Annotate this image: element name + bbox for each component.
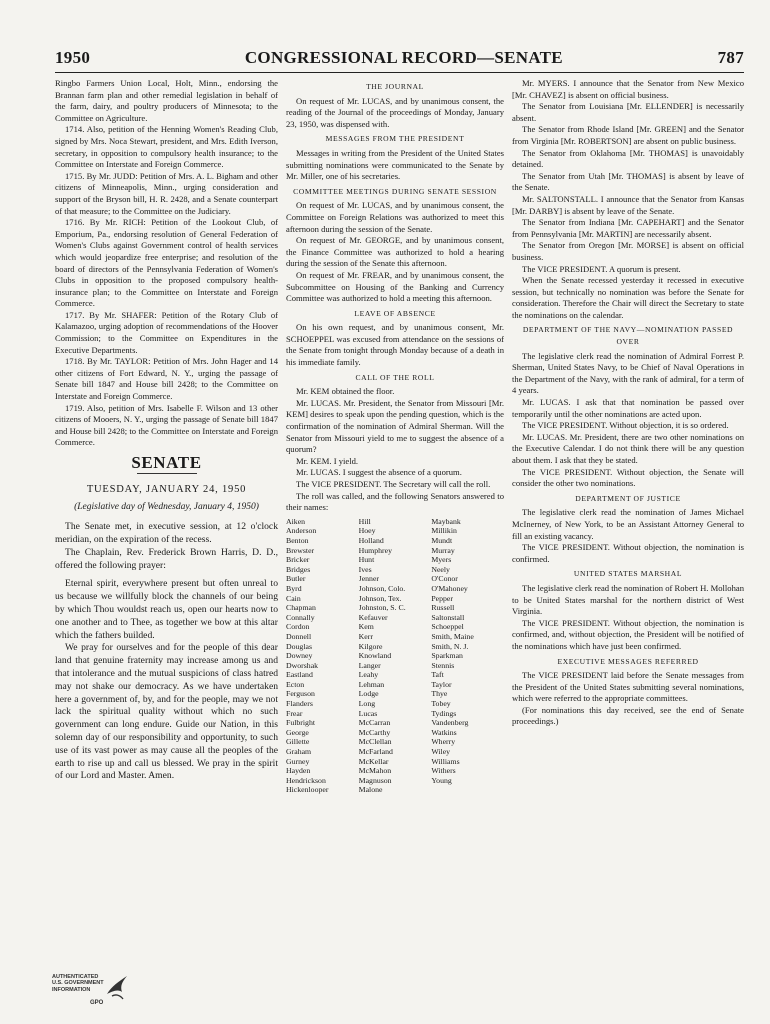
senator-name: George bbox=[286, 727, 309, 737]
opening-paragraph: The Senate met, in executive session, at 12 o'clock meridian, on the expiration of the recess. bbox=[55, 521, 278, 545]
senator-name: Johnston, S. C. bbox=[358, 603, 406, 613]
header-year: 1950 bbox=[55, 48, 91, 67]
senator-name: Knowland bbox=[358, 651, 392, 661]
senator-name: Ecton bbox=[286, 679, 305, 689]
navy-paragraph: The legislative clerk read the nomination of Admiral Forrest P. Sherman, United States Navy, to be Chief of Naval Operations in the Department of the Navy, with the rank of admiral, for a term of 4 years. bbox=[512, 350, 744, 396]
senator-name: Stennis bbox=[431, 660, 455, 670]
roll-call-list bbox=[286, 517, 504, 795]
senator-name: Lehman bbox=[358, 679, 385, 689]
senator-name: Pepper bbox=[431, 593, 453, 603]
senator-name: Gillette bbox=[286, 737, 310, 747]
senator-name: Ives bbox=[358, 564, 372, 574]
roll-paragraph: Mr. LUCAS. I suggest the absence of a quorum. bbox=[296, 467, 462, 478]
senator-name: Neely bbox=[431, 564, 450, 574]
senator-name: Watkins bbox=[431, 727, 457, 737]
senator-name: McMahon bbox=[358, 766, 392, 776]
senator-name: Johnson, Tex. bbox=[358, 593, 402, 603]
executive-paragraph: The VICE PRESIDENT laid before the Senate messages from the President of the United States submitting several nominations, which were referred to the appropriate committees. bbox=[512, 670, 744, 704]
senator-name: Magnuson bbox=[358, 775, 392, 785]
committee-paragraph: On request of Mr. GEORGE, and by unanimous consent, the Finance Committee was authorized to hold a hearing during the session of the Senate this afternoon. bbox=[286, 235, 504, 269]
header-rule bbox=[55, 72, 744, 73]
stamp-line: INFORMATION bbox=[52, 986, 91, 993]
senator-name: O'Conor bbox=[431, 574, 458, 584]
section-heading-leave: LEAVE OF ABSENCE bbox=[354, 308, 436, 318]
petition-paragraph: 1714. Also, petition of the Henning Women's Reading Club, signed by Mrs. Noca Stewart, president, and Mrs. Edith Iverson, secretary, in opposition to compulsory health insurance; to the Committee on Interstate and Foreign Commerce. bbox=[55, 124, 278, 170]
column-middle bbox=[286, 78, 504, 795]
prayer-paragraph: We pray for ourselves and for the people of this dear land that genuine fraternity may increase among us and that intolerance and the mutual suspicions of class hatred may not shake our democracy. As we have undertaken here a government of, by, and for the people, may we not lack the spiritual quality without which no such government can long endure. Guide our Nation, in this solemn day of our responsibility and opportunity, to such use of its vast power as may cause all the peoples of the earth to rise up and call us blessed. We pray in the spirit of our Lord and Master. Amen. bbox=[55, 642, 278, 782]
senator-name: Russell bbox=[431, 603, 455, 613]
senator-name: Brewster bbox=[286, 545, 315, 555]
senator-name: Vandenberg bbox=[431, 718, 469, 728]
navy-paragraph: Mr. LUCAS. I ask that that nomination be passed over temporarily until the other nominations are acted upon. bbox=[512, 397, 744, 419]
petition-paragraph: 1718. By Mr. TAYLOR: Petition of Mrs. John Hager and 14 other citizens of Fort Edward, N. Y., urging the passage of Senate bill 1847 and House bill 2428; to the Committee on Interstate and Foreign Commerce. bbox=[55, 356, 278, 402]
journal-paragraph: On request of Mr. LUCAS, and by unanimous consent, the reading of the Journal of the proceedings of Monday, January 23, 1950, was dispensed with. bbox=[286, 95, 504, 129]
senator-name: Mundt bbox=[431, 535, 453, 545]
header-title: CONGRESSIONAL RECORD—SENATE bbox=[244, 48, 563, 67]
senator-name: Langer bbox=[358, 660, 381, 670]
executive-paragraph: (For nominations this day received, see the end of Senate proceedings.) bbox=[512, 704, 744, 727]
senator-name: Williams bbox=[431, 756, 460, 766]
senator-name: Murray bbox=[431, 545, 455, 555]
navy-paragraph: The VICE PRESIDENT. Without objection, the Senate will consider the other two nominations. bbox=[512, 466, 744, 489]
stamp-line: U.S. GOVERNMENT bbox=[52, 980, 104, 987]
stamp-gpo-label: GPO bbox=[90, 1000, 104, 1006]
roll-paragraph: Mr. LUCAS. Mr. President, the Senator from Missouri [Mr. KEM] desires to speak upon the pending question, which is the confirmation of the nomination of Admiral Sherman. Will the Senator from Missouri yield to me to suggest the absence of a quorum? bbox=[286, 397, 504, 455]
senator-name: Ferguson bbox=[286, 689, 315, 699]
opening-section bbox=[55, 521, 278, 572]
committee-paragraph: On request of Mr. FREAR, and by unanimous consent, the Subcommittee on Housing of the Banking and Currency Committee was authorized to hold a meeting this afternoon. bbox=[286, 269, 504, 304]
senator-name: Wherry bbox=[431, 737, 456, 747]
senator-name: Smith, Maine bbox=[431, 631, 474, 641]
senator-name: Dworshak bbox=[286, 660, 319, 670]
senator-name: Tobey bbox=[431, 699, 451, 709]
page-header bbox=[55, 48, 744, 74]
marshal-paragraph: The VICE PRESIDENT. Without objection, the nomination is confirmed, and, without objection, the President will be notified of the nominations which have just been confirmed. bbox=[512, 617, 744, 651]
senator-name: Maybank bbox=[431, 516, 461, 526]
senator-name: Graham bbox=[286, 747, 312, 757]
section-heading-marshal: UNITED STATES MARSHAL bbox=[573, 569, 683, 579]
senator-name: Taylor bbox=[431, 679, 452, 689]
senator-name: Frear bbox=[286, 708, 303, 718]
senator-name: McCarran bbox=[358, 718, 391, 728]
absence-paragraph: The Senator from Utah [Mr. THOMAS] is absent by leave of the Senate. bbox=[512, 170, 744, 193]
section-heading-journal: THE JOURNAL bbox=[366, 82, 424, 91]
senator-name: Gurney bbox=[286, 756, 310, 766]
senator-name: O'Mahoney bbox=[431, 583, 468, 593]
senator-name: Kefauver bbox=[358, 612, 388, 622]
petition-paragraph: 1717. By Mr. SHAFER: Petition of the Rotary Club of Kalamazoo, urging adoption of recommendations of the Hoover Commission; to the Committee on Expenditures in the Executive Departments. bbox=[55, 309, 278, 355]
senator-name: Douglas bbox=[286, 641, 312, 651]
senator-name: Flanders bbox=[286, 699, 313, 709]
senator-name: Myers bbox=[431, 555, 452, 565]
legislative-day: (Legislative day of Wednesday, January 4, 1950) bbox=[74, 502, 259, 513]
senator-name: Butler bbox=[286, 574, 306, 584]
senator-name: Hickenlooper bbox=[286, 785, 329, 795]
opening-paragraph: The Chaplain, Rev. Frederick Brown Harris, D. D., offered the following prayer: bbox=[55, 546, 278, 571]
gpo-authentication-stamp bbox=[52, 974, 132, 1014]
senator-name: Bricker bbox=[286, 555, 310, 565]
senator-name: Millikin bbox=[431, 526, 457, 536]
eagle-icon bbox=[104, 972, 130, 1002]
senator-name: Taft bbox=[431, 670, 444, 680]
senator-name: Young bbox=[431, 775, 452, 785]
senator-name: Chapman bbox=[286, 603, 316, 613]
senator-name: Tydings bbox=[431, 708, 457, 718]
senator-name: Kem bbox=[358, 622, 374, 632]
senator-name: McFarland bbox=[358, 747, 393, 757]
senator-name: Connally bbox=[286, 612, 315, 622]
senator-name: Hoey bbox=[358, 526, 376, 536]
quorum-paragraph: The VICE PRESIDENT. A quorum is present. bbox=[522, 263, 681, 274]
senator-name: Smith, N. J. bbox=[431, 641, 469, 651]
leave-paragraph: On his own request, and by unanimous consent, Mr. SCHOEPPEL was excused from attendance on the sessions of the Senate from tonight through Monday because of a death in his immediate family. bbox=[286, 322, 504, 368]
senator-name: Lodge bbox=[358, 689, 379, 699]
senator-name: McKellar bbox=[358, 756, 389, 766]
senator-name: Jenner bbox=[358, 574, 380, 584]
petition-paragraph: 1719. Also, petition of Mrs. Isabelle F. Wilson and 13 other citizens of Mooers, N. Y., urging the passage of Senate bill 1847 and House bill 2428; to the Committee on Interstate and Foreign Commerce. bbox=[55, 402, 278, 448]
column-right bbox=[512, 78, 744, 728]
absence-paragraph: The Senator from Oregon [Mr. MORSE] is absent on official business. bbox=[512, 240, 744, 262]
senator-name: Thye bbox=[431, 689, 448, 699]
header-page-number: 787 bbox=[717, 48, 744, 67]
section-heading-justice: DEPARTMENT OF JUSTICE bbox=[575, 493, 681, 503]
absence-paragraph: Mr. MYERS. I announce that the Senator from New Mexico [Mr. CHAVEZ] is absent on official business. bbox=[512, 78, 744, 100]
senator-name: Sparkman bbox=[431, 651, 463, 661]
senator-name: Wiley bbox=[431, 747, 451, 757]
roll-paragraph: The roll was called, and the following Senators answered to their names: bbox=[286, 490, 504, 513]
senator-name: Downey bbox=[286, 651, 313, 661]
absence-paragraph: The Senator from Louisiana [Mr. ELLENDER] is necessarily absent. bbox=[512, 101, 744, 123]
column-left bbox=[55, 78, 278, 783]
committee-paragraph: On request of Mr. LUCAS, and by unanimous consent, the Committee on Foreign Relations was authorized to meet this afternoon during the session of the Senate. bbox=[286, 200, 504, 234]
senator-name: Humphrey bbox=[358, 545, 393, 555]
senator-name: McCarthy bbox=[358, 727, 391, 737]
senator-name: Hendrickson bbox=[286, 775, 326, 785]
section-heading-roll: CALL OF THE ROLL bbox=[355, 372, 435, 382]
prayer-paragraph: Eternal spirit, everywhere present but often unreal to us because we willfully block the channels of our being by which Thou wouldst reach us, open our hearts now to one another and to Thee, as together we bow at this altar which the fathers builded. bbox=[55, 578, 278, 641]
senator-name: Benton bbox=[286, 535, 309, 545]
senator-name: Anderson bbox=[286, 526, 317, 536]
senator-name: Schoeppel bbox=[431, 622, 464, 632]
absence-paragraph: The Senator from Indiana [Mr. CAPEHART] and the Senator from Pennsylvania [Mr. MARTIN] are necessarily absent. bbox=[512, 217, 744, 239]
senator-name: Long bbox=[358, 699, 376, 709]
section-heading-navy: DEPARTMENT OF THE NAVY—NOMINATION PASSED OVER bbox=[522, 325, 734, 347]
justice-paragraph: The VICE PRESIDENT. Without objection, the nomination is confirmed. bbox=[512, 542, 744, 564]
stamp-line: AUTHENTICATED bbox=[52, 974, 99, 980]
petition-paragraph: 1716. By Mr. RICH: Petition of the Lookout Club, of Emporium, Pa., endorsing resolution of General Federation of Women's Clubs against Government control of health services which would jeopardize free enterprise; and resolution of the board of directors of the Pennsylvania Federation of Women's Clubs in opposition to the proposed compulsory health-insurance plan; to the Committee on Interstate and Foreign Commerce. bbox=[55, 217, 278, 309]
senator-name: Byrd bbox=[286, 583, 302, 593]
senator-name: Hayden bbox=[286, 766, 311, 776]
absence-paragraph: Mr. SALTONSTALL. I announce that the Senator from Kansas [Mr. DARBY] is absent by leave of the Senate. bbox=[512, 193, 744, 216]
absence-paragraph: The Senator from Rhode Island [Mr. GREEN] and the Senator from Virginia [Mr. ROBERTSON] are absent on public business. bbox=[512, 124, 744, 146]
senator-name: Kerr bbox=[358, 631, 373, 641]
senate-heading: SENATE bbox=[131, 453, 202, 472]
navy-paragraph: Mr. LUCAS. Mr. President, there are two other nominations on the Executive Calendar. I do not think there will be any question about them. I ask that they be stated. bbox=[512, 431, 744, 465]
prayer-section bbox=[55, 578, 278, 783]
navy-paragraph: The VICE PRESIDENT. Without objection, it is so ordered. bbox=[522, 420, 729, 431]
section-heading-messages: MESSAGES FROM THE PRESIDENT bbox=[325, 134, 465, 144]
absence-paragraph: The Senator from Oklahoma [Mr. THOMAS] is unavoidably detained. bbox=[512, 147, 744, 170]
senator-name: Holland bbox=[358, 535, 384, 545]
senator-name: Hill bbox=[358, 516, 371, 526]
senator-name: Johnson, Colo. bbox=[358, 583, 406, 593]
senator-name: Kilgore bbox=[358, 641, 383, 651]
senator-name: McClellan bbox=[358, 737, 392, 747]
senator-name: Withers bbox=[431, 766, 456, 776]
senator-name: Donnell bbox=[286, 631, 312, 641]
senator-name: Leahy bbox=[358, 670, 379, 680]
petition-paragraph: Ringbo Farmers Union Local, Holt, Minn., endorsing the Brannan farm plan and other remedial legislation in behalf of the farm, dairy, and poultry producers of Minnesota; to the Committee on Agriculture. bbox=[55, 78, 278, 123]
senator-name bbox=[431, 785, 504, 795]
section-heading-committee: COMMITTEE MEETINGS DURING SENATE SESSION bbox=[293, 186, 497, 196]
section-heading-executive: EXECUTIVE MESSAGES REFERRED bbox=[557, 656, 699, 666]
senator-name: Eastland bbox=[286, 670, 313, 680]
senator-name: Fulbright bbox=[286, 718, 316, 728]
senator-name: Bridges bbox=[286, 564, 311, 574]
justice-paragraph: The legislative clerk read the nomination of James Michael McInerney, of New York, to be an Assistant Attorney General to fill an existing vacancy. bbox=[512, 507, 744, 541]
session-date: TUESDAY, JANUARY 24, 1950 bbox=[86, 483, 247, 495]
marshal-paragraph: The legislative clerk read the nomination of Robert H. Mollohan to be United States marshal for the northern district of West Virginia. bbox=[512, 582, 744, 617]
senator-name: Aiken bbox=[286, 516, 306, 526]
senator-name: Lucas bbox=[358, 708, 378, 718]
senate-heading-rule bbox=[137, 473, 197, 474]
senator-name: Cordon bbox=[286, 622, 310, 632]
senator-name: Malone bbox=[358, 785, 383, 795]
roll-paragraph: Mr. KEM. I yield. bbox=[296, 455, 359, 466]
roll-paragraph: The VICE PRESIDENT. The Secretary will call the roll. bbox=[296, 479, 491, 489]
senator-name: Cain bbox=[286, 593, 301, 603]
roll-paragraph: Mr. KEM obtained the floor. bbox=[296, 386, 395, 397]
petition-paragraph: 1715. By Mr. JUDD: Petition of Mrs. A. L. Bigham and other citizens of Minneapolis, Minn., urging consideration and support of the Bryson bill, H. R. 2428, and a Senate counterpart of that measure; to the Committee on the Judiciary. bbox=[55, 170, 278, 216]
senator-name: Hunt bbox=[358, 555, 375, 565]
messages-paragraph: Messages in writing from the President of the United States submitting nominations were communicated to the Senate by Mr. Miller, one of his secretaries. bbox=[286, 147, 504, 182]
recess-paragraph: When the Senate recessed yesterday it recessed in executive session, but technically no nomination was before the Senate for consideration. Therefore the Chair will direct the Secretary to state the nominations on the calendar. bbox=[512, 275, 744, 320]
senator-name: Saltonstall bbox=[431, 612, 465, 622]
